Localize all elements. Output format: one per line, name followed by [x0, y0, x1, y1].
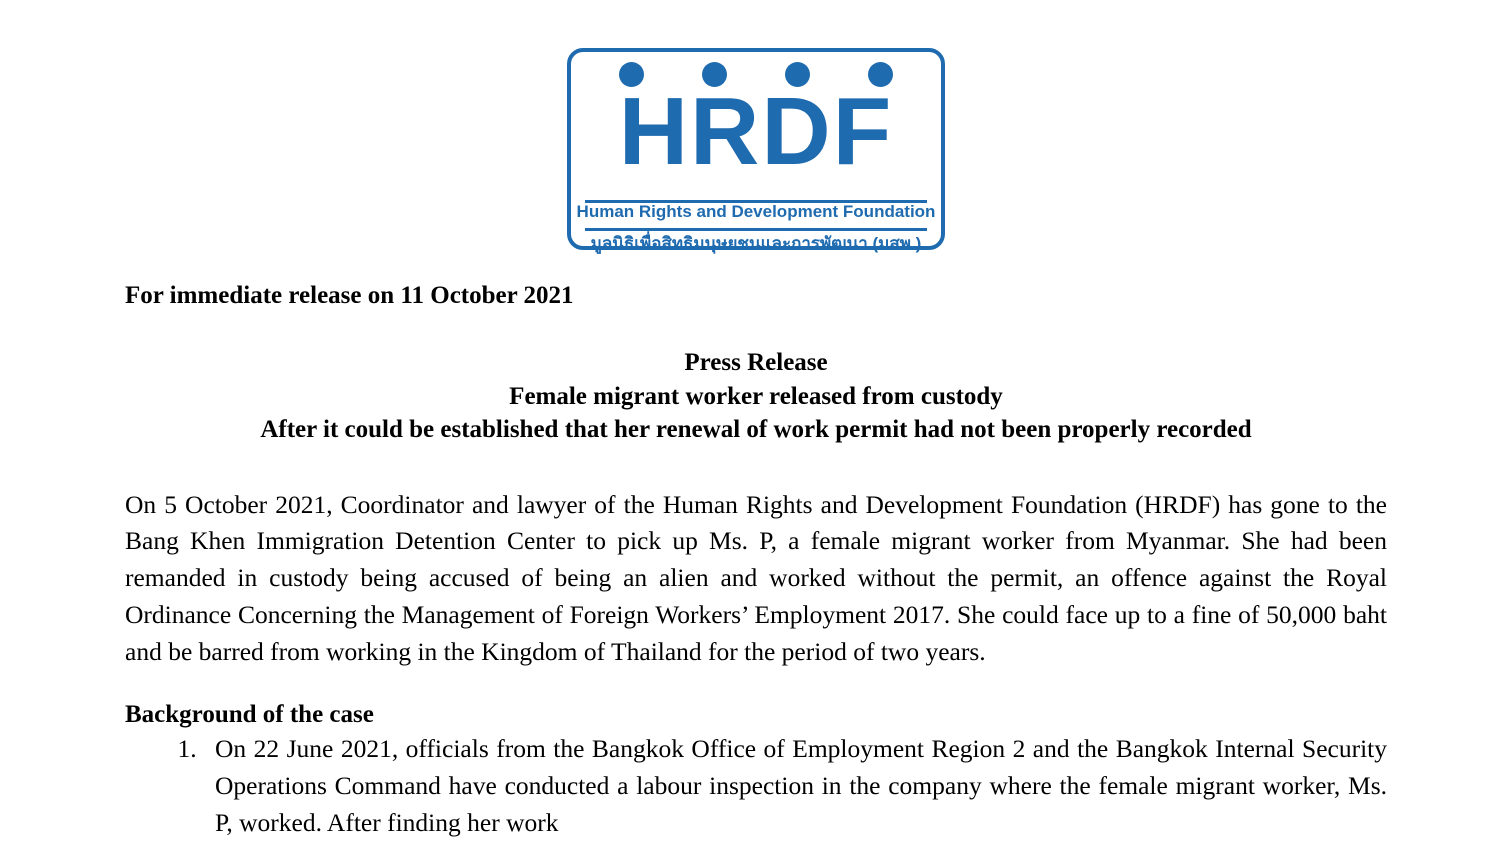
list-item: 1. On 22 June 2021, officials from the Bangkok Office of Employment Region 2 and the Bangkok Internal Security Operations Command have conducted a labour inspection in the company where the female migrant worker, Ms. P, worked. After finding her work	[203, 731, 1387, 842]
logo-subtitle-th: มูลนิธิเพื่อสิทธิมนุษยชนและการพัฒนา (มสพ.)	[590, 234, 922, 253]
logo-letters: HRDF	[618, 78, 894, 185]
press-release-title	[125, 346, 1387, 447]
release-date-line: For immediate release on 11 October 2021	[125, 282, 574, 309]
title-line-2: Female migrant worker released from custody	[509, 382, 1003, 410]
logo-container	[125, 0, 1387, 253]
title-line-3: After it could be established that her renewal of work permit had not been properly recorded	[260, 416, 1252, 443]
title-line-1: Press Release	[684, 349, 828, 376]
logo-subtitle-en: Human Rights and Development Foundation	[576, 202, 936, 221]
intro-paragraph: On 5 October 2021, Coordinator and lawyer of the Human Rights and Development Foundation (HRDF) has gone to the Bang Khen Immigration Detention Center to pick up Ms. P, a female migrant worker from Myanmar. She had been remanded in custody being accused of being an alien and worked without the permit, an offence against the Royal Ordinance Concerning the Management of Foreign Workers’ Employment 2017. She could face up to a fine of 50,000 baht and be barred from working in the Kingdom of Thailand for the period of two years.	[125, 489, 1387, 667]
background-heading: Background of the case	[125, 701, 374, 729]
background-list	[125, 731, 1387, 842]
hrdf-logo	[567, 48, 945, 253]
